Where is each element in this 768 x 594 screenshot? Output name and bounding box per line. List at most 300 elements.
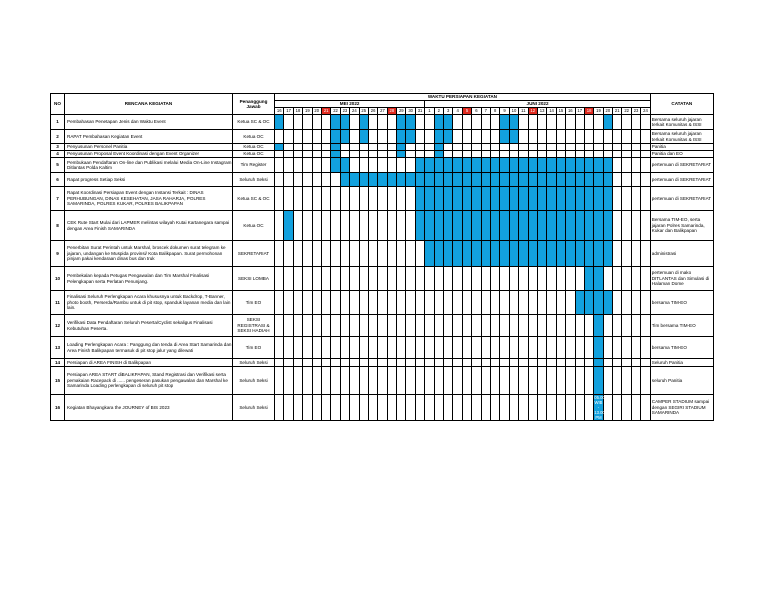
gantt-empty-cell — [556, 359, 565, 367]
gantt-empty-cell — [321, 158, 330, 173]
gantt-empty-cell — [331, 359, 340, 367]
gantt-empty-cell — [434, 291, 443, 315]
gantt-empty-cell — [368, 337, 377, 359]
gantt-bar-cell — [340, 130, 349, 144]
gantt-empty-cell — [613, 158, 622, 173]
gantt-empty-cell — [378, 115, 387, 130]
gantt-empty-cell — [368, 130, 377, 144]
gantt-empty-cell — [387, 395, 396, 421]
gantt-empty-cell — [293, 158, 302, 173]
gantt-empty-cell — [406, 291, 415, 315]
gantt-empty-cell — [303, 337, 312, 359]
day-cell: 20 — [312, 108, 321, 115]
gantt-empty-cell — [303, 151, 312, 158]
gantt-empty-cell — [387, 291, 396, 315]
gantt-empty-cell — [500, 267, 509, 291]
gantt-empty-cell — [340, 337, 349, 359]
day-cell: 14 — [547, 108, 556, 115]
row-penanggung-jawab: Tim EO — [233, 337, 275, 359]
gantt-empty-cell — [321, 211, 330, 241]
gantt-empty-cell — [547, 395, 556, 421]
gantt-bar-cell — [556, 173, 565, 187]
gantt-empty-cell — [490, 291, 499, 315]
day-cell: 5 — [462, 108, 471, 115]
gantt-empty-cell — [509, 337, 518, 359]
gantt-empty-cell — [425, 144, 434, 151]
gantt-bar-cell — [434, 151, 443, 158]
gantt-bar-cell — [472, 241, 481, 267]
gantt-empty-cell — [312, 115, 321, 130]
gantt-empty-cell — [453, 151, 462, 158]
row-number: 8 — [51, 211, 65, 241]
gantt-bar-cell — [584, 211, 593, 241]
gantt-empty-cell — [293, 315, 302, 337]
gantt-empty-cell — [284, 267, 293, 291]
gantt-empty-cell — [275, 173, 284, 187]
gantt-bar-cell — [537, 158, 546, 173]
gantt-empty-cell — [444, 291, 453, 315]
gantt-empty-cell — [312, 144, 321, 151]
gantt-empty-cell — [406, 158, 415, 173]
gantt-empty-cell — [312, 359, 321, 367]
gantt-empty-cell — [303, 241, 312, 267]
gantt-empty-cell — [321, 367, 330, 395]
gantt-bar-cell — [406, 173, 415, 187]
gantt-empty-cell — [472, 291, 481, 315]
gantt-bar-cell — [434, 241, 443, 267]
gantt-empty-cell — [415, 241, 424, 267]
gantt-bar-cell — [397, 151, 406, 158]
gantt-empty-cell — [321, 395, 330, 421]
gantt-empty-cell — [303, 267, 312, 291]
gantt-empty-cell — [631, 359, 640, 367]
gantt-empty-cell — [275, 130, 284, 144]
gantt-empty-cell — [519, 144, 528, 151]
table-row — [51, 211, 714, 241]
header-row-1 — [51, 94, 714, 101]
table-row — [51, 130, 714, 144]
gantt-empty-cell — [537, 115, 546, 130]
gantt-empty-cell — [340, 211, 349, 241]
gantt-empty-cell — [312, 241, 321, 267]
gantt-empty-cell — [368, 144, 377, 151]
gantt-empty-cell — [500, 337, 509, 359]
gantt-empty-cell — [312, 315, 321, 337]
gantt-empty-cell — [519, 337, 528, 359]
gantt-empty-cell — [453, 267, 462, 291]
gantt-bar-cell — [547, 241, 556, 267]
gantt-empty-cell — [594, 151, 603, 158]
gantt-bar-cell — [425, 187, 434, 211]
gantt-bar-cell — [331, 115, 340, 130]
gantt-empty-cell — [359, 158, 368, 173]
gantt-empty-cell — [537, 367, 546, 395]
row-penanggung-jawab: Seluruh Seksi — [233, 359, 275, 367]
gantt-empty-cell — [613, 359, 622, 367]
day-cell: 26 — [368, 108, 377, 115]
gantt-empty-cell — [481, 337, 490, 359]
gantt-bar-cell — [350, 173, 359, 187]
row-number: 7 — [51, 187, 65, 211]
row-penanggung-jawab: SEKSI LOMBA — [233, 267, 275, 291]
gantt-empty-cell — [444, 144, 453, 151]
gantt-bar-cell — [509, 241, 518, 267]
gantt-empty-cell — [359, 267, 368, 291]
gantt-bar-cell — [331, 151, 340, 158]
gantt-empty-cell — [275, 187, 284, 211]
gantt-bar-cell — [378, 173, 387, 187]
gantt-empty-cell — [613, 291, 622, 315]
gantt-empty-cell — [603, 359, 612, 367]
gantt-empty-cell — [537, 151, 546, 158]
row-kegiatan: Finalisasi Seluruh Perlengkapan Acara khususnya untuk Backdrop, T-Banner, photo booth, Perserda/Rambu untuk di pit stop, spanduk layanan media dan lain lain. — [65, 291, 233, 315]
gantt-bar-cell — [584, 158, 593, 173]
gantt-bar-cell — [584, 173, 593, 187]
gantt-empty-cell — [415, 115, 424, 130]
activity-schedule-sheet — [50, 93, 713, 421]
gantt-empty-cell — [584, 367, 593, 395]
row-number: 12 — [51, 315, 65, 337]
gantt-empty-cell — [340, 144, 349, 151]
table-row — [51, 291, 714, 315]
gantt-empty-cell — [378, 187, 387, 211]
day-cell: 21 — [613, 108, 622, 115]
day-cell: 9 — [500, 108, 509, 115]
gantt-empty-cell — [490, 115, 499, 130]
gantt-empty-cell — [397, 187, 406, 211]
gantt-bar-cell — [575, 158, 584, 173]
gantt-empty-cell — [490, 359, 499, 367]
gantt-bar-cell — [547, 187, 556, 211]
gantt-empty-cell — [293, 359, 302, 367]
gantt-bar-cell — [500, 241, 509, 267]
gantt-bar-cell — [490, 187, 499, 211]
gantt-empty-cell — [350, 187, 359, 211]
gantt-empty-cell — [284, 130, 293, 144]
row-penanggung-jawab: Ketua OC — [233, 211, 275, 241]
gantt-empty-cell — [425, 367, 434, 395]
month-mei: MEI 2022 — [275, 101, 425, 108]
gantt-empty-cell — [631, 151, 640, 158]
row-catatan: Bersama seluruh jajaran terkait Komunitas & ISSI — [650, 130, 713, 144]
gantt-empty-cell — [641, 315, 651, 337]
gantt-empty-cell — [547, 337, 556, 359]
gantt-empty-cell — [631, 173, 640, 187]
gantt-empty-cell — [359, 241, 368, 267]
gantt-empty-cell — [500, 291, 509, 315]
gantt-empty-cell — [444, 267, 453, 291]
row-number: 10 — [51, 267, 65, 291]
gantt-bar-cell — [481, 187, 490, 211]
gantt-empty-cell — [303, 130, 312, 144]
gantt-empty-cell — [575, 395, 584, 421]
gantt-empty-cell — [350, 158, 359, 173]
day-cell: 16 — [275, 108, 284, 115]
gantt-empty-cell — [528, 337, 537, 359]
gantt-empty-cell — [350, 151, 359, 158]
table-row — [51, 337, 714, 359]
gantt-bar-cell — [547, 173, 556, 187]
gantt-bar-cell — [434, 211, 443, 241]
gantt-empty-cell — [622, 211, 631, 241]
gantt-empty-cell — [368, 211, 377, 241]
gantt-empty-cell — [472, 151, 481, 158]
gantt-bar-cell — [284, 211, 293, 241]
gantt-empty-cell — [378, 315, 387, 337]
gantt-bar-cell — [584, 267, 593, 291]
table-row — [51, 144, 714, 151]
gantt-empty-cell — [397, 211, 406, 241]
gantt-empty-cell — [415, 337, 424, 359]
gantt-empty-cell — [387, 187, 396, 211]
gantt-empty-cell — [284, 337, 293, 359]
gantt-empty-cell — [584, 359, 593, 367]
gantt-bar-cell — [594, 337, 603, 359]
gantt-empty-cell — [406, 367, 415, 395]
gantt-empty-cell — [406, 337, 415, 359]
gantt-empty-cell — [613, 144, 622, 151]
gantt-empty-cell — [622, 158, 631, 173]
gantt-bar-cell — [566, 187, 575, 211]
day-cell: 17 — [284, 108, 293, 115]
gantt-empty-cell — [350, 291, 359, 315]
row-catatan: pertemuan di SEKRETARIAT — [650, 158, 713, 173]
gantt-empty-cell — [556, 367, 565, 395]
gantt-empty-cell — [425, 130, 434, 144]
gantt-empty-cell — [631, 291, 640, 315]
row-number: 11 — [51, 291, 65, 315]
gantt-empty-cell — [566, 144, 575, 151]
gantt-empty-cell — [434, 395, 443, 421]
gantt-empty-cell — [547, 115, 556, 130]
day-cell: 8 — [490, 108, 499, 115]
gantt-empty-cell — [556, 267, 565, 291]
day-cell: 6 — [472, 108, 481, 115]
gantt-empty-cell — [453, 291, 462, 315]
gantt-bar-cell — [453, 158, 462, 173]
gantt-empty-cell — [613, 187, 622, 211]
row-kegiatan: Loading Perlengkapan Acara : Panggung dan tenda di Area Start Samarinda dan Area Finish Balikpapan termasuk di pit stop jalur yang dilewati — [65, 337, 233, 359]
gantt-bar-cell — [594, 211, 603, 241]
gantt-empty-cell — [303, 395, 312, 421]
gantt-empty-cell — [481, 315, 490, 337]
gantt-bar-cell — [415, 158, 424, 173]
gantt-bar-cell — [453, 187, 462, 211]
gantt-empty-cell — [566, 130, 575, 144]
gantt-empty-cell — [321, 187, 330, 211]
gantt-empty-cell — [312, 151, 321, 158]
gantt-empty-cell — [566, 151, 575, 158]
gantt-bar-cell — [406, 115, 415, 130]
gantt-empty-cell — [397, 291, 406, 315]
gantt-empty-cell — [293, 291, 302, 315]
day-cell: 4 — [453, 108, 462, 115]
gantt-empty-cell — [312, 211, 321, 241]
gantt-empty-cell — [631, 337, 640, 359]
gantt-empty-cell — [425, 337, 434, 359]
gantt-empty-cell — [321, 130, 330, 144]
gantt-empty-cell — [537, 315, 546, 337]
day-cell: 23 — [631, 108, 640, 115]
gantt-empty-cell — [368, 187, 377, 211]
row-catatan: Tim bersama TIM-EO — [650, 315, 713, 337]
gantt-empty-cell — [321, 144, 330, 151]
row-catatan: administrasi — [650, 241, 713, 267]
gantt-bar-cell — [397, 130, 406, 144]
gantt-empty-cell — [378, 291, 387, 315]
gantt-empty-cell — [397, 359, 406, 367]
gantt-empty-cell — [603, 367, 612, 395]
gantt-empty-cell — [368, 158, 377, 173]
row-kegiatan: Persiapan AREA START diBALIKPAPAN, Stand Registrasi dan Verifikasi serta pemakaian Racepack di ...... pengeseran pasukan pengawalan dan Marshal ke Samarinda Loading perlengkapan di seluruh pit stop — [65, 367, 233, 395]
gantt-empty-cell — [321, 115, 330, 130]
gantt-empty-cell — [312, 187, 321, 211]
gantt-empty-cell — [387, 144, 396, 151]
gantt-empty-cell — [359, 151, 368, 158]
gantt-empty-cell — [368, 315, 377, 337]
gantt-empty-cell — [622, 187, 631, 211]
gantt-bar-cell — [575, 241, 584, 267]
gantt-empty-cell — [359, 359, 368, 367]
gantt-empty-cell — [368, 115, 377, 130]
gantt-bar-cell — [444, 241, 453, 267]
gantt-bar-cell — [453, 241, 462, 267]
gantt-bar-cell — [500, 187, 509, 211]
gantt-empty-cell — [453, 115, 462, 130]
gantt-empty-cell — [312, 130, 321, 144]
gantt-empty-cell — [453, 337, 462, 359]
gantt-empty-cell — [631, 158, 640, 173]
gantt-empty-cell — [490, 144, 499, 151]
row-kegiatan: RAPAT Pembahasan Kegiatan Event — [65, 130, 233, 144]
gantt-empty-cell — [350, 395, 359, 421]
gantt-empty-cell — [331, 291, 340, 315]
gantt-empty-cell — [331, 315, 340, 337]
gantt-empty-cell — [415, 130, 424, 144]
table-row — [51, 151, 714, 158]
row-catatan: bersama TIM-EO — [650, 291, 713, 315]
gantt-bar-cell — [537, 187, 546, 211]
gantt-empty-cell — [566, 359, 575, 367]
gantt-empty-cell — [434, 267, 443, 291]
gantt-bar-cell — [444, 130, 453, 144]
gantt-empty-cell — [641, 241, 651, 267]
gantt-empty-cell — [584, 337, 593, 359]
gantt-empty-cell — [613, 241, 622, 267]
gantt-empty-cell — [528, 291, 537, 315]
gantt-empty-cell — [481, 359, 490, 367]
gantt-empty-cell — [387, 367, 396, 395]
row-penanggung-jawab: Tim EO — [233, 291, 275, 315]
gantt-empty-cell — [641, 115, 651, 130]
gantt-bar-cell — [481, 211, 490, 241]
gantt-empty-cell — [472, 359, 481, 367]
header-rencana-kegiatan: RENCANA KEGIATAN — [65, 94, 233, 115]
gantt-empty-cell — [321, 291, 330, 315]
gantt-empty-cell — [303, 367, 312, 395]
row-penanggung-jawab: Ketua SC & OC — [233, 115, 275, 130]
gantt-empty-cell — [631, 367, 640, 395]
day-cell: 13 — [537, 108, 546, 115]
gantt-bar-cell — [509, 187, 518, 211]
day-cell: 29 — [397, 108, 406, 115]
gantt-empty-cell — [312, 367, 321, 395]
gantt-empty-cell — [293, 115, 302, 130]
gantt-empty-cell — [462, 267, 471, 291]
gantt-empty-cell — [584, 130, 593, 144]
gantt-empty-cell — [547, 267, 556, 291]
gantt-bar-cell — [415, 187, 424, 211]
gantt-empty-cell — [284, 241, 293, 267]
gantt-bar-cell — [500, 211, 509, 241]
gantt-empty-cell — [641, 359, 651, 367]
gantt-empty-cell — [547, 359, 556, 367]
gantt-empty-cell — [556, 291, 565, 315]
gantt-empty-cell — [350, 115, 359, 130]
gantt-bar-cell — [584, 291, 593, 315]
table-row — [51, 267, 714, 291]
gantt-empty-cell — [284, 359, 293, 367]
gantt-bar-cell — [425, 241, 434, 267]
gantt-bar-cell — [519, 241, 528, 267]
gantt-empty-cell — [584, 395, 593, 421]
gantt-empty-cell — [622, 367, 631, 395]
gantt-empty-cell — [519, 291, 528, 315]
gantt-empty-cell — [350, 211, 359, 241]
gantt-empty-cell — [481, 151, 490, 158]
gantt-empty-cell — [387, 130, 396, 144]
gantt-empty-cell — [509, 267, 518, 291]
day-cell: 7 — [481, 108, 490, 115]
gantt-empty-cell — [284, 158, 293, 173]
gantt-empty-cell — [622, 267, 631, 291]
gantt-empty-cell — [293, 395, 302, 421]
gantt-bar-cell — [387, 173, 396, 187]
gantt-empty-cell — [453, 144, 462, 151]
gantt-empty-cell — [378, 267, 387, 291]
gantt-empty-cell — [472, 367, 481, 395]
table-row — [51, 315, 714, 337]
gantt-bar-cell — [453, 211, 462, 241]
gantt-empty-cell — [575, 130, 584, 144]
gantt-empty-cell — [406, 241, 415, 267]
gantt-bar-cell — [575, 173, 584, 187]
gantt-empty-cell — [622, 359, 631, 367]
gantt-empty-cell — [293, 241, 302, 267]
gantt-empty-cell — [340, 367, 349, 395]
gantt-empty-cell — [331, 367, 340, 395]
gantt-empty-cell — [293, 144, 302, 151]
gantt-empty-cell — [566, 395, 575, 421]
row-number: 1 — [51, 115, 65, 130]
gantt-empty-cell — [631, 211, 640, 241]
gantt-bar-cell — [594, 315, 603, 337]
gantt-bar-cell — [331, 144, 340, 151]
gantt-empty-cell — [462, 337, 471, 359]
gantt-bar-cell — [556, 158, 565, 173]
gantt-empty-cell — [613, 337, 622, 359]
gantt-empty-cell — [537, 130, 546, 144]
gantt-empty-cell — [406, 211, 415, 241]
day-cell: 25 — [359, 108, 368, 115]
gantt-empty-cell — [462, 291, 471, 315]
gantt-empty-cell — [556, 395, 565, 421]
row-catatan: Bersama seluruh jajaran terkait Komunitas & ISSI — [650, 115, 713, 130]
gantt-empty-cell — [303, 115, 312, 130]
gantt-empty-cell — [275, 267, 284, 291]
gantt-empty-cell — [303, 315, 312, 337]
table-row — [51, 173, 714, 187]
